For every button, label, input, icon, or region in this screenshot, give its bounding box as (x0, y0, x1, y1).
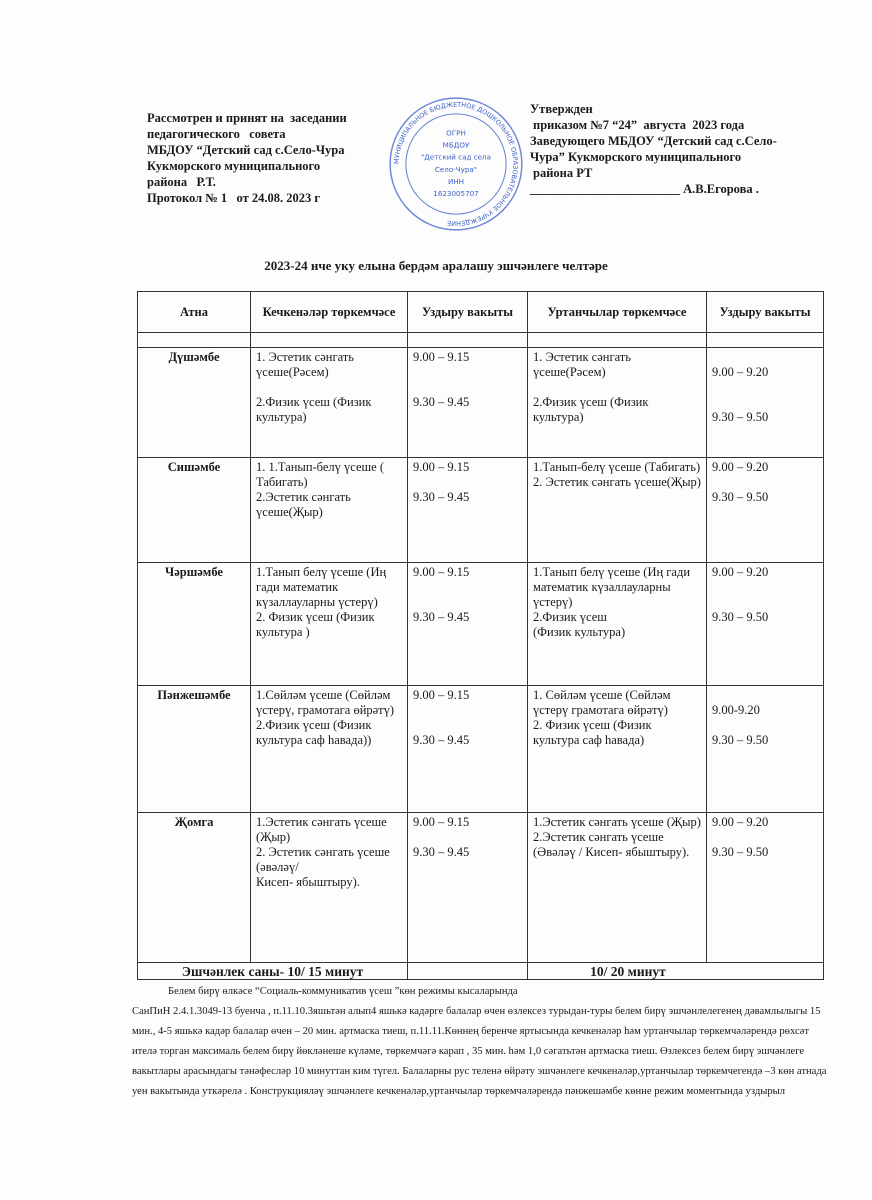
notes-body: СанПиН 2.4.1.3049-13 буенча , п.11.10.3яшьтән алып4 яшькә кадәрге балалар өчен өзлексез турыдан-туры белем бирү эшчәнлелегенең дәвамлылыгы 15 мин., 4-5 яшькә кадәр балалар өчен – 20 мин. артмаска тиеш, п.11.11.Көннең беренче яртысында кечкенәләр һәм уртанчылар төркемчәләрендә рөхсәт ителә торган максималь белем бирү йөкләнеше күләме, төркемчәгә карап , 35 мин. һәм 1,0 сәгатьтән артмаска тиеш. Өзлексез белем бирү эшчәнлеге вакытлары арасындагы тәнәфесләр 10 минуттан ким түгел. Балаларны рус теленә өйрәту эшчәнлеге кечкенәләр,уртанчылар төркемчегендә –3 көн атнада уен вакытында уткәрелә . Конструкцияләү эшчәнлеге кечкенәләр,уртанчылар төркемчәләрендә пәнжешәмбе көнне режим моментында уздырыл (132, 1006, 827, 1097)
spacer-row (138, 333, 824, 348)
header-mid-group: Уртанчылар төркемчәсе (528, 292, 707, 333)
stamp-ring-text: МУНИЦИПАЛЬНОЕ БЮДЖЕТНОЕ ДОШКОЛЬНОЕ ОБРАЗОВАТЕЛЬНОЕ УЧРЕЖДЕНИЕ (392, 100, 520, 228)
table-row: Сишәмбе 1. 1.Танып-белү үсеше ( Табигать) 2.Эстетик сәнгать үсеше(Җыр) 9.00 – 9.15 9.30 – 9.45 1.Танып-белү үсеше (Табигать) 2. Эстетик сәнгать үсеше(Җыр) 9.00 – 9.20 9.30 – 9.50 (138, 458, 824, 563)
official-stamp (388, 96, 524, 232)
header-week: Атна (138, 292, 251, 333)
stamp-line: МБДОУ (442, 140, 470, 150)
header-mid-time: Уздыру вакыты (707, 292, 824, 333)
table-row: Дүшәмбе 1. Эстетик сәнгать үсеше(Рәсем) 2.Физик үсеш (Физик культура) 9.00 – 9.15 9.30 – 9.45 1. Эстетик сәнгать үсеше(Рәсем) 2.Физик үсеш (Физик культура) 9.00 – 9.20 9.30 – 9.50 (138, 348, 824, 458)
footer-small-count: Эшчәнлек саны- 10/ 15 минут (138, 963, 408, 980)
notes-heading: Белем бирү өлкәсе “Социаль-коммуникатив үсеш ”көн режимы кысаларында (168, 986, 518, 997)
content-flow (132, 291, 827, 1102)
approval-right: Утвержден приказом №7 “24” августа 2023 года Заведующего МБДОУ “Детский сад с.Село- Чура” Кукморского муниципального района РТ ________________________ А.В.Егорова . (530, 102, 777, 196)
header-small-group: Кечкенәләр төркемчәсе (251, 292, 408, 333)
footer-row (138, 963, 824, 980)
table-row: Пәнжешәмбе 1.Сөйләм үсеше (Сөйләм үстерү, грамотага өйрәтү) 2.Физик үсеш (Физик культура саф һавада)) 9.00 – 9.15 9.30 – 9.45 1. Сөйләм үсеше (Сөйләм үстерү грамотага өйрәтү) 2. Физик үсеш (Физик культура саф һавада) 9.00-9.20 9.30 – 9.50 (138, 686, 824, 813)
header-small-time: Уздыру вакыты (408, 292, 528, 333)
schedule-table (137, 291, 824, 980)
approval-left: Рассмотрен и принят на заседании педагогического совета МБДОУ “Детский сад с.Село-Чура Кукморского муниципального района Р.Т. Протокол № 1 от 24.08. 2023 г (147, 111, 347, 205)
table-row: Җомга 1.Эстетик сәнгать үсеше (Җыр) 2. Эстетик сәнгать үсеше (әвәләү/ Кисеп- ябыштыру). 9.00 – 9.15 9.30 – 9.45 1.Эстетик сәнгать үсеше (Җыр) 2.Эстетик сәнгать үсеше (Әвәләү / Кисеп- ябыштыру). 9.00 – 9.20 9.30 – 9.50 (138, 813, 824, 963)
page-title: 2023-24 нче уку елына бердәм аралашу эшчәнлеге челтәре (264, 258, 608, 273)
table-row: Чәршәмбе 1.Танып белү үсеше (Иң гади математик күзаллауларны үстерү) 2. Физик үсеш (Физик культура ) 9.00 – 9.15 9.30 – 9.45 1.Танып белү үсеше (Иң гади математик күзаллауларны үстерү) 2.Физик үсеш (Физик культура) 9.00 – 9.20 9.30 – 9.50 (138, 563, 824, 686)
footer-mid-count: 10/ 20 минут (528, 963, 824, 980)
header-row (138, 292, 824, 333)
stamp-line: "Детский сад села (421, 152, 491, 162)
stamp-line: Село-Чура" (434, 164, 478, 174)
notes (132, 982, 828, 1102)
stamp-line: ОГРН (446, 128, 466, 138)
stamp-line: ИНН (447, 177, 465, 187)
stamp-line: 1623005707 (433, 189, 479, 199)
